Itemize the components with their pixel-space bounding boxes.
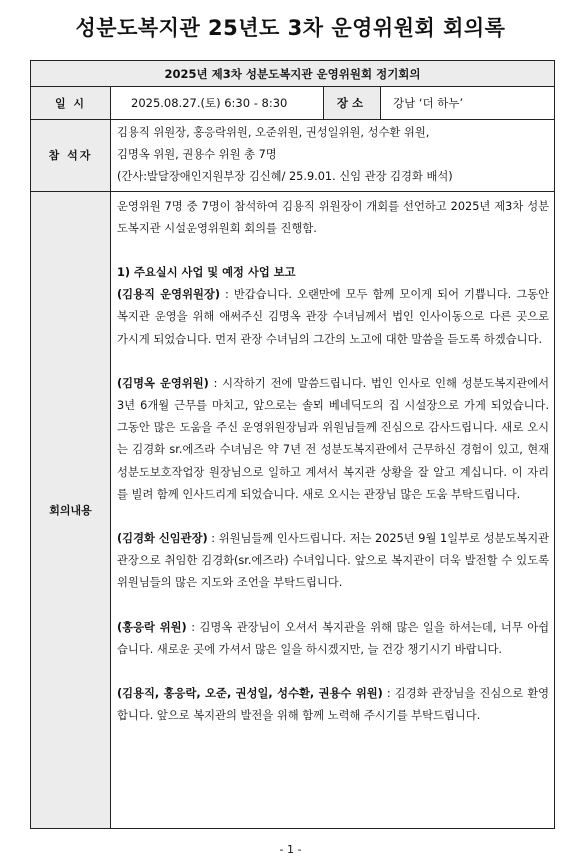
- speech-text: : 위원님들께 인사드립니다. 저는 2025년 9월 1일부로 성분도복지관 관장으로 취임한 김경화(sr.에즈라) 수녀입니다. 앞으로 복지관이 더욱 발전할 수 있도록 위원님들의 많은 지도와 조언을 부탁드립니다.: [117, 532, 550, 590]
- intro-paragraph: 운영위원 7명 중 7명이 참석하여 김용직 위원장이 개회를 선언하고 2025년 제3차 성분도복지관 시설운영위원회 회의를 진행함.: [117, 199, 550, 235]
- content-label: 회의내용: [31, 191, 111, 828]
- speech-text: : 김명옥 관장님이 오셔서 복지관을 위해 많은 일을 하셔는데, 너무 아쉽습니다. 새로운 곳에 가셔서 많은 일을 하시겠지만, 늘 건강 챙기시기 바랍니다.: [117, 620, 550, 656]
- attendees-line: 김명옥 위원, 권용수 위원 총 7명: [117, 148, 277, 162]
- place-label: 장소: [324, 87, 381, 120]
- attendees-line: (간사:발달장애인지원부장 김신혜/ 25.9.01. 신임 관장 김경화 배석): [117, 170, 453, 184]
- speaker-name: (김경화 신임관장): [117, 532, 208, 546]
- speaker-name: (김용직, 홍응락, 오준, 권성일, 성수환, 권용수 위원): [117, 687, 383, 701]
- attendees-line: 김용직 위원장, 홍응락위원, 오준위원, 권성일위원, 성수환 위원,: [117, 126, 430, 139]
- date-value: 2025.08.27.(토) 6:30 - 8:30: [111, 87, 324, 120]
- speech-paragraph: [117, 373, 549, 506]
- speaker-name: (김명옥 운영위원): [117, 376, 209, 390]
- place-value: 강남 ‘더 하누’: [381, 87, 555, 120]
- speech-paragraph: [117, 683, 549, 727]
- document-title: 성분도복지관 25년도 3차 운영위원회 회의록: [75, 16, 506, 40]
- speech-paragraph: [117, 528, 549, 595]
- attendees-list: [111, 120, 555, 192]
- meeting-header: 2025년 제3차 성분도복지관 운영위원회 정기회의: [31, 61, 555, 87]
- speech-paragraph: [117, 284, 549, 351]
- speech-text: : 시작하기 전에 말씀드립니다. 법인 인사로 인해 성분도복지관에서 3년 6개월 근무를 마치고, 앞으로는 솔뫼 베네딕도의 집 시설장으로 가게 되었습니다. 그동안 많은 도움을 주신 운영위원장님과 위원님들께 진심으로 감사드립니다. 새로 오시는 김경화 sr.에즈라 수녀님은 약 7년 전 성분도복지관에서 근무하신 경험이 있고, 현재 성분도보호작업장 원장님으로 일하고 계셔서 복지관 상황을 잘 알고 계십니다. 이 자리를 빌려 함께 인사드리게 되었습니다. 새로 오시는 관장님 많은 도움 부탁드립니다.: [117, 376, 550, 501]
- speaker-name: (홍응락 위원): [117, 620, 187, 634]
- attendees-label: 참 석자: [31, 120, 111, 192]
- speaker-name: (김용직 운영위원장): [117, 288, 220, 302]
- speech-paragraph: [117, 617, 549, 661]
- speech-text: : 김경화 관장님을 진심으로 환영합니다. 앞으로 복지관의 발전을 위해 함께 노력해 주시기를 부탁드립니다.: [117, 687, 550, 723]
- meeting-content: [111, 191, 555, 828]
- minutes-table: [30, 60, 555, 829]
- section-title: 1) 주요실시 사업 및 예정 사업 보고: [117, 266, 296, 280]
- date-label: 일 시: [31, 87, 111, 120]
- page-number: - 1 -: [279, 843, 302, 856]
- speech-text: : 반갑습니다. 오랜만에 모두 함께 모이게 되어 기쁩니다. 그동안 복지관 운영을 위해 애써주신 김명옥 관장 수녀님께서 법인 인사이동으로 다른 곳으로 가시게 되었습니다. 먼저 관장 수녀님의 그간의 노고에 대한 말씀을 듣도록 하겠습니다.: [117, 288, 550, 346]
